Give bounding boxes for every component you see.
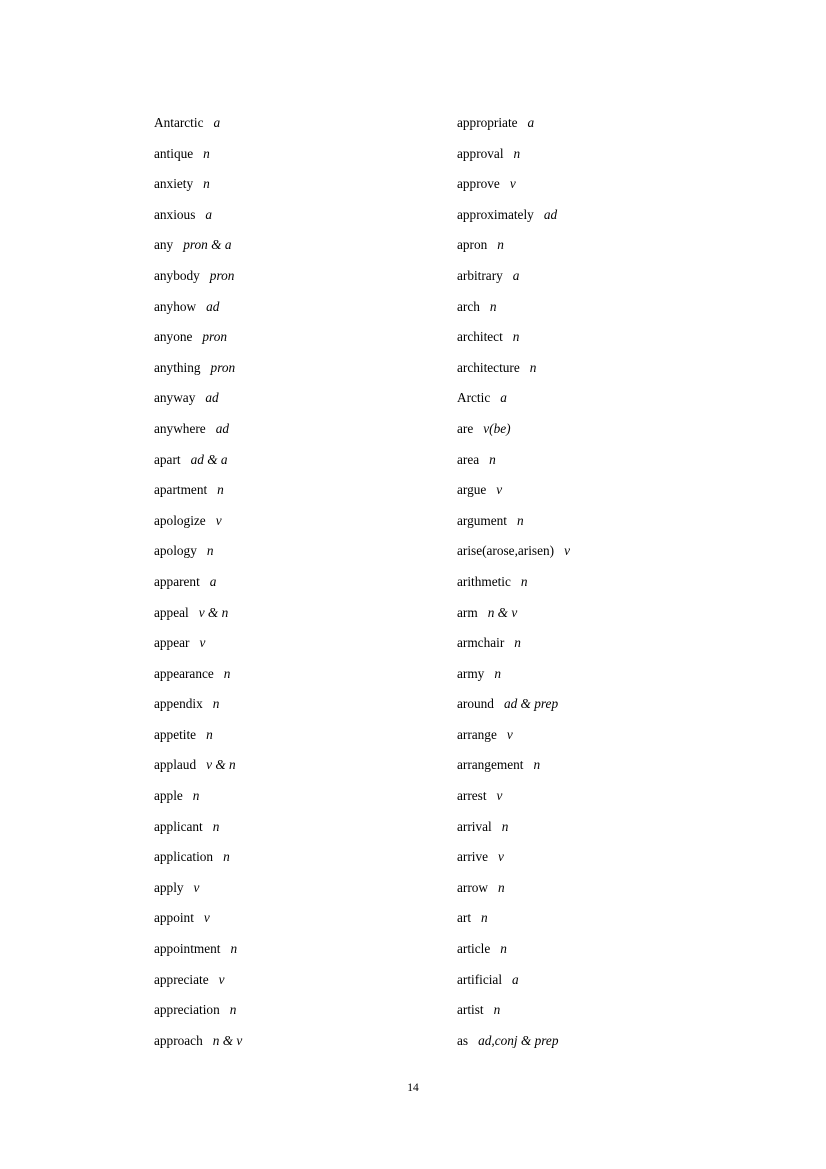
glossary-entry — [457, 995, 777, 1026]
entry-word: appeal — [154, 604, 189, 620]
glossary-entry — [154, 322, 454, 353]
entry-part-of-speech: pron — [210, 359, 236, 375]
entry-part-of-speech: v — [509, 176, 516, 192]
entry-word: appendix — [154, 696, 203, 712]
glossary-entry — [457, 230, 777, 261]
glossary-entry — [457, 903, 777, 934]
glossary-entry — [457, 842, 777, 873]
entry-word: arm — [457, 604, 478, 620]
entry-word: anxious — [154, 206, 196, 222]
entry-word: application — [154, 849, 214, 865]
entry-word: arrow — [457, 879, 489, 895]
entry-part-of-speech: ad — [205, 390, 219, 406]
glossary-entry — [154, 200, 454, 231]
entry-word: appearance — [154, 665, 214, 681]
entry-part-of-speech: n — [206, 726, 213, 742]
entry-word: arch — [457, 298, 480, 314]
glossary-entry — [154, 873, 454, 904]
entry-part-of-speech: v — [193, 879, 200, 895]
entry-part-of-speech: v — [218, 971, 225, 987]
entry-part-of-speech: a — [500, 390, 507, 406]
glossary-entry — [154, 230, 454, 261]
entry-part-of-speech: n — [212, 818, 220, 834]
glossary-entry — [457, 720, 777, 751]
entry-part-of-speech: pron — [209, 267, 235, 283]
entry-part-of-speech: v & n — [198, 604, 229, 620]
glossary-entry — [457, 322, 777, 353]
entry-part-of-speech: v — [498, 849, 504, 865]
entry-word: anxiety — [154, 176, 194, 192]
entry-word: arrive — [457, 849, 489, 865]
entry-word: approve — [457, 176, 500, 192]
entry-part-of-speech: a — [512, 267, 520, 283]
glossary-entry — [457, 506, 777, 537]
entry-part-of-speech: pron — [202, 329, 228, 345]
entry-word: architecture — [457, 359, 520, 375]
entry-word: armchair — [457, 635, 505, 651]
entry-word: apologize — [154, 512, 206, 528]
entry-part-of-speech: n — [489, 451, 496, 467]
entry-word: appreciate — [154, 971, 209, 987]
entry-part-of-speech: ad — [215, 420, 229, 436]
entry-word: anything — [154, 359, 201, 375]
entry-word: arrest — [457, 788, 487, 804]
entry-word: anyone — [154, 329, 193, 345]
entry-part-of-speech: n & v — [212, 1032, 243, 1048]
entry-word: army — [457, 665, 485, 681]
entry-word: applicant — [154, 818, 203, 834]
entry-part-of-speech: v — [215, 512, 222, 528]
entry-part-of-speech: n — [498, 879, 505, 895]
glossary-entry — [457, 445, 777, 476]
entry-word: apart — [154, 451, 181, 467]
entry-part-of-speech: n — [223, 849, 230, 865]
entry-part-of-speech: n — [520, 573, 528, 589]
entry-word: article — [457, 941, 491, 957]
entry-part-of-speech: n — [206, 543, 214, 559]
entry-word: Antarctic — [154, 115, 204, 130]
glossary-entry — [154, 139, 454, 170]
entry-part-of-speech: n — [481, 910, 488, 926]
entry-part-of-speech: n — [203, 145, 210, 161]
entry-part-of-speech: a — [205, 206, 213, 222]
entry-part-of-speech: n — [501, 818, 509, 834]
entry-word: are — [457, 420, 474, 436]
entry-word: arbitrary — [457, 267, 503, 283]
entry-word: appear — [154, 635, 190, 651]
entry-part-of-speech: v — [203, 910, 210, 926]
entry-word: architect — [457, 329, 503, 345]
glossary-entry — [154, 383, 454, 414]
glossary-entry — [154, 445, 454, 476]
entry-word: artist — [457, 1002, 484, 1018]
entry-word: argument — [457, 512, 507, 528]
entry-word: apron — [457, 237, 488, 253]
glossary-entry — [457, 689, 777, 720]
entry-part-of-speech: v — [496, 482, 503, 498]
glossary-entry — [457, 200, 777, 231]
glossary-entry — [154, 934, 454, 965]
entry-word: appoint — [154, 910, 194, 926]
entry-word: appetite — [154, 726, 197, 742]
entry-part-of-speech: a — [213, 115, 221, 130]
glossary-entry — [154, 292, 454, 323]
entry-word: area — [457, 451, 480, 467]
glossary-entry — [457, 108, 777, 139]
glossary-entry — [154, 536, 454, 567]
entry-part-of-speech: n — [229, 1002, 237, 1018]
entry-word: any — [154, 237, 174, 253]
glossary-entry — [457, 414, 777, 445]
glossary-entry — [457, 536, 777, 567]
entry-part-of-speech: n — [489, 298, 497, 314]
entry-part-of-speech: n & v — [487, 604, 518, 620]
glossary-entry — [457, 169, 777, 200]
glossary-entry — [457, 383, 777, 414]
entry-part-of-speech: v — [199, 635, 206, 651]
glossary-entry — [457, 567, 777, 598]
entry-part-of-speech: ad — [206, 298, 220, 314]
glossary-entry — [154, 598, 454, 629]
entry-part-of-speech: n — [529, 359, 537, 375]
glossary-entry — [154, 812, 454, 843]
glossary-entry — [457, 353, 777, 384]
glossary-entry — [457, 659, 777, 690]
entry-part-of-speech: n — [230, 941, 238, 957]
entry-word: around — [457, 696, 494, 712]
glossary-entry — [154, 1026, 454, 1057]
glossary-entry — [457, 812, 777, 843]
entry-word: apartment — [154, 482, 208, 498]
entry-part-of-speech: n — [223, 665, 231, 681]
glossary-column-right — [457, 108, 777, 1056]
entry-word: artificial — [457, 971, 503, 987]
glossary-entry — [457, 292, 777, 323]
glossary-entry — [457, 781, 777, 812]
entry-word: arrangement — [457, 757, 524, 773]
entry-part-of-speech: v — [506, 726, 513, 742]
glossary-entry — [457, 965, 777, 996]
entry-word: appointment — [154, 941, 221, 957]
glossary-entry — [154, 567, 454, 598]
entry-word: anybody — [154, 267, 200, 283]
entry-part-of-speech: v & n — [206, 757, 236, 773]
glossary-entry — [154, 781, 454, 812]
glossary-entry — [154, 750, 454, 781]
glossary-entry — [154, 169, 454, 200]
entry-part-of-speech: n — [494, 665, 501, 681]
entry-word: arrival — [457, 818, 492, 834]
glossary-entry — [457, 139, 777, 170]
entry-part-of-speech: n — [500, 941, 507, 957]
entry-part-of-speech: n — [493, 1002, 501, 1018]
entry-word: apply — [154, 879, 184, 895]
entry-word: approval — [457, 145, 504, 161]
entry-word: anywhere — [154, 420, 206, 436]
glossary-entry — [457, 261, 777, 292]
entry-part-of-speech: n — [203, 176, 210, 192]
glossary-entry — [457, 873, 777, 904]
glossary-entry — [154, 995, 454, 1026]
entry-word: argue — [457, 482, 487, 498]
entry-part-of-speech: n — [513, 145, 521, 161]
entry-part-of-speech: n — [212, 696, 220, 712]
page-number: 14 — [407, 1082, 419, 1094]
entry-word: Arctic — [457, 390, 491, 406]
entry-part-of-speech: a — [209, 573, 217, 589]
entry-word: anyway — [154, 390, 196, 406]
entry-part-of-speech: v — [496, 788, 503, 804]
glossary-entry — [154, 965, 454, 996]
glossary-column-left — [154, 108, 454, 1056]
glossary-entry — [154, 659, 454, 690]
glossary-entry — [457, 750, 777, 781]
entry-word: as — [457, 1032, 469, 1048]
entry-word: approximately — [457, 206, 534, 222]
glossary-columns — [0, 108, 826, 1056]
entry-part-of-speech: ad & a — [190, 451, 228, 467]
entry-part-of-speech: n — [217, 482, 224, 498]
entry-word: appropriate — [457, 115, 518, 130]
entry-part-of-speech: v — [564, 543, 570, 559]
glossary-entry — [457, 628, 777, 659]
glossary-entry — [154, 628, 454, 659]
entry-part-of-speech: n — [533, 757, 541, 773]
entry-part-of-speech: n — [516, 512, 524, 528]
glossary-entry — [154, 261, 454, 292]
entry-part-of-speech: v(be) — [483, 420, 511, 436]
entry-word: apple — [154, 788, 183, 804]
entry-word: apparent — [154, 573, 200, 589]
glossary-entry — [154, 903, 454, 934]
glossary-entry — [457, 934, 777, 965]
glossary-entry — [457, 1026, 777, 1057]
glossary-entry — [154, 720, 454, 751]
glossary-entry — [457, 598, 777, 629]
entry-word: anyhow — [154, 298, 197, 314]
entry-part-of-speech: n — [514, 635, 521, 651]
entry-word: appreciation — [154, 1002, 220, 1018]
entry-word: arrange — [457, 726, 497, 742]
entry-word: arithmetic — [457, 573, 511, 589]
entry-part-of-speech: ad & prep — [503, 696, 559, 712]
glossary-entry — [154, 842, 454, 873]
glossary-entry — [154, 475, 454, 506]
entry-part-of-speech: a — [527, 115, 535, 130]
entry-word: applaud — [154, 757, 197, 773]
entry-part-of-speech: n — [497, 237, 504, 253]
glossary-entry — [154, 108, 454, 139]
entry-word: art — [457, 910, 472, 926]
entry-word: arise(arose,arisen) — [457, 543, 555, 559]
glossary-entry — [154, 353, 454, 384]
entry-part-of-speech: ad,conj & prep — [478, 1032, 559, 1048]
entry-word: antique — [154, 145, 194, 161]
glossary-entry — [154, 689, 454, 720]
entry-word: approach — [154, 1032, 203, 1048]
glossary-entry — [154, 506, 454, 537]
glossary-entry — [154, 414, 454, 445]
entry-word: apology — [154, 543, 197, 559]
glossary-entry — [457, 475, 777, 506]
entry-part-of-speech: a — [512, 971, 519, 987]
entry-part-of-speech: pron & a — [183, 237, 232, 253]
entry-part-of-speech: n — [512, 329, 520, 345]
entry-part-of-speech: n — [192, 788, 200, 804]
entry-part-of-speech: ad — [543, 206, 558, 222]
